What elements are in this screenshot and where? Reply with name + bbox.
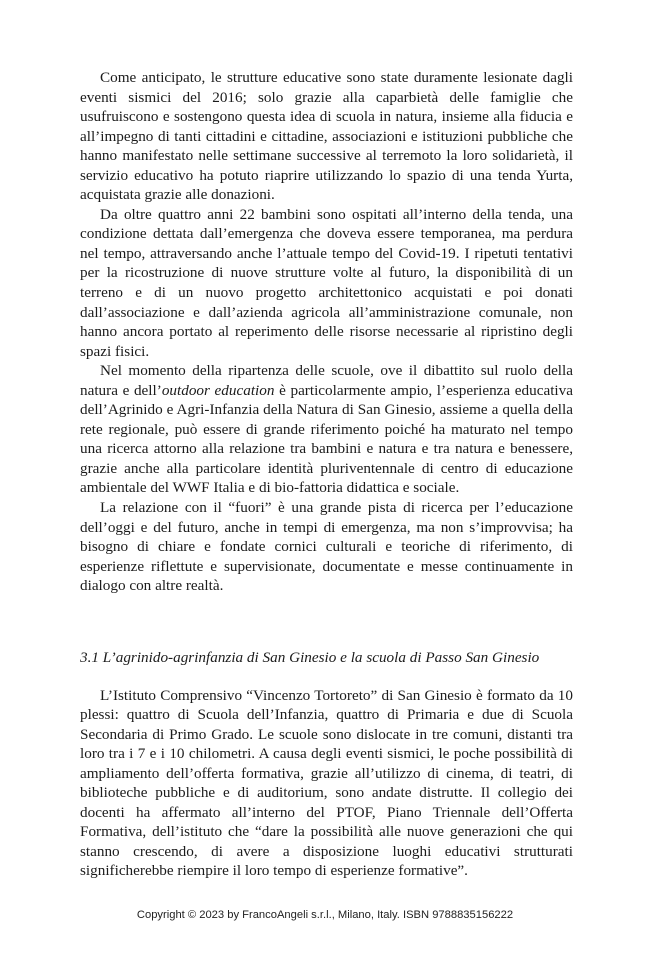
- section-paragraph-1: L’Istituto Comprensivo “Vincenzo Tortoreto” di San Ginesio è formato da 10 plessi: quattro di Scuola dell’Infanzia, quattro di Primaria e due di Scuola Secondaria di Primo Grado. Le scuole sono dislocate in tre comuni, distanti tra loro tra i 7 e i 10 chilometri. A causa degli eventi sismici, le poche possibilità di ampliamento dell’offerta formativa, grazie all’utilizzo di cinema, di teatri, di biblioteche pubbliche e di auditorium, sono andate distrutte. Il collegio dei docenti ha affermato all’interno del PTOF, Piano Triennale dell’Offerta Formativa, dell’istituto che “dare la possibilità alle nuove generazioni che qui stanno crescendo, di avere a disposizione luoghi educativi strutturati significherebbe riempire il loro tempo di esperienze formative”.: [80, 686, 573, 880]
- paragraph-3: [80, 361, 573, 498]
- paragraph-1: Come anticipato, le strutture educative sono state duramente lesionate dagli eventi sismici del 2016; solo grazie alla caparbietà delle famiglie che usufruiscono e sostengono questa idea di scuola in natura, insieme alla fiducia e all’impegno di tanti cittadini e cittadine, associazioni e istituzioni pubbliche che hanno manifestato nelle settimane successive al terremoto la loro solidarietà, il servizio educativo ha potuto riaprire utilizzando lo spazio di una tenda Yurta, acquistata grazie alle donazioni.: [80, 69, 573, 204]
- paragraph-3-text-b: è particolarmente ampio, l’esperienza educativa dell’Agrinido e Agri-Infanzia della Natura di San Ginesio, assieme a quella della rete regionale, può essere di grande riferimento poiché ha maturato nel tempo una ricerca attorno alla relazione tra bambini e natura e tra natura e benessere, grazie anche alla particolare identità pluriventennale di centro di educazione ambientale del WWF Italia e di bio-fattoria didattica e sociale.: [80, 381, 573, 497]
- section-title: L’agrinido-agrinfanzia di San Ginesio e la scuola di Passo San Ginesio: [102, 649, 540, 666]
- paragraph-4: La relazione con il “fuori” è una grande pista di ricerca per l’educazione dell’oggi e del futuro, anche in tempi di emergenza, ma non s’improvvisa; ha bisogno di chiare e fondate cornici culturali e teoriche di riferimento, di esperienze riflettute e supervisionate, documentate e messe continuamente in dialogo con altre realtà.: [80, 499, 573, 595]
- section-3-1: [80, 648, 573, 881]
- main-text: [80, 68, 573, 596]
- copyright-footer: Copyright © 2023 by FrancoAngeli s.r.l., Milano, Italy. ISBN 9788835156222: [136, 909, 514, 921]
- outdoor-education-term: outdoor education: [161, 381, 275, 399]
- section-heading: [80, 648, 573, 668]
- paragraph-2: Da oltre quattro anni 22 bambini sono ospitati all’interno della tenda, una condizione dettata dall’emergenza che doveva essere temporanea, ma perdura nel tempo, attraversando anche l’attuale tempo del Covid-19. I ripetuti tentativi per la ricostruzione di nuove strutture volte al futuro, la disponibilità di un terreno e di un nuovo progetto architettonico acquistati e poi donati dall’associazione e dall’azienda agricola all’amministrazione comunale, non hanno ancora portato al reperimento delle risorse necessarie al ripristino degli spazi fisici.: [80, 205, 573, 360]
- section-number: 3.1: [80, 649, 99, 666]
- paragraph-3-text-a: Nel momento della ripartenza delle scuole, ove il dibattito sul ruolo della natura e dell’: [80, 362, 573, 399]
